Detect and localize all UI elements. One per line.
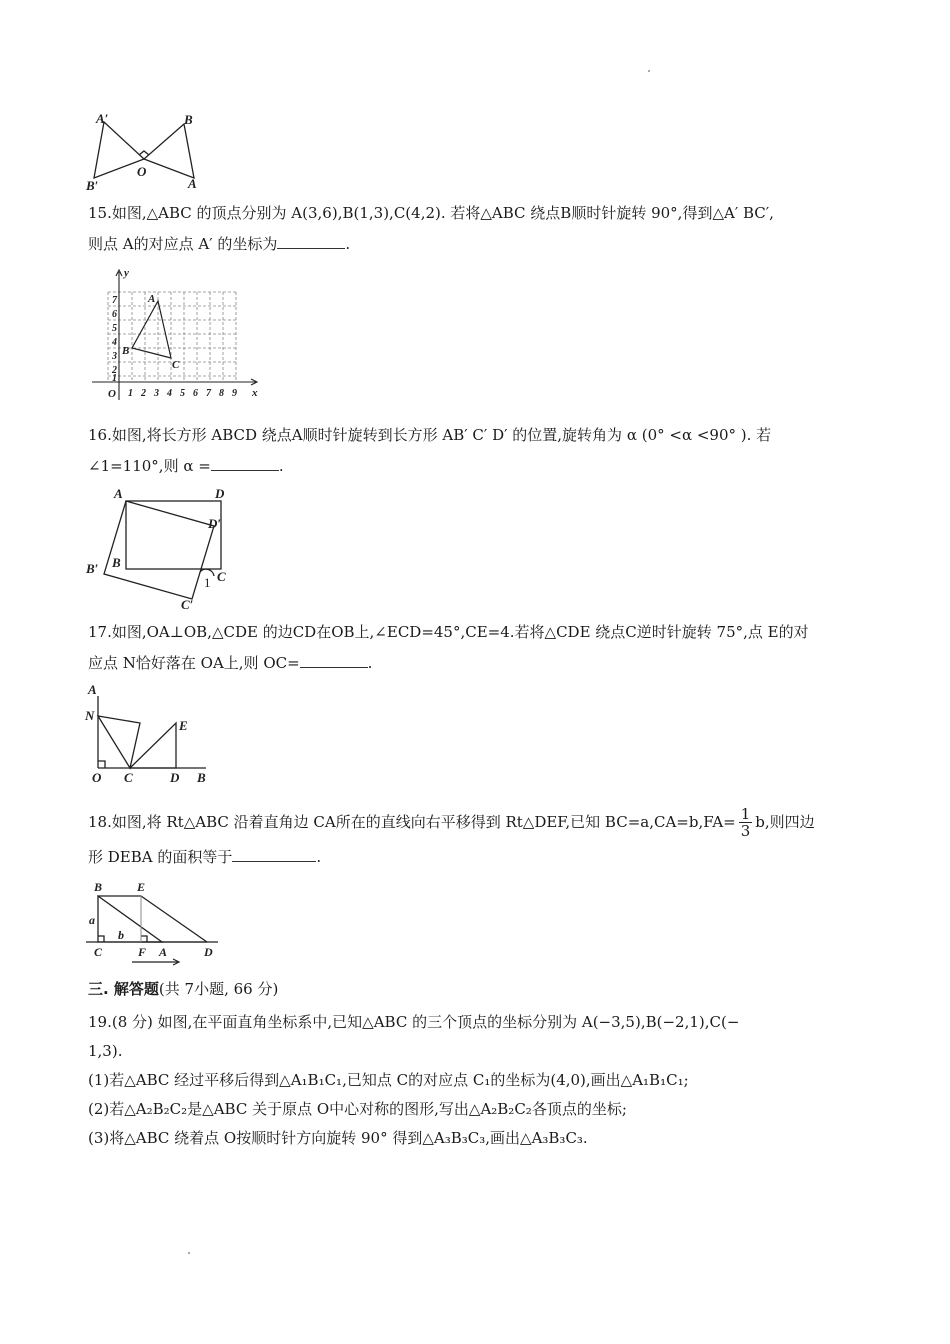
x-tick: 9 xyxy=(232,388,237,399)
q16-line2-text: ∠1=110°,则 α = xyxy=(88,457,211,475)
q15-line2 xyxy=(88,234,868,254)
y-tick: 7 xyxy=(112,295,117,306)
q16-line1: 16.如图,将长方形 ABCD 绕点A顺时针旋转到长方形 AB′ C′ D′ 的位置,旋转角为 α (0° <α <90° ). 若 xyxy=(88,426,772,444)
q15-line2-end: . xyxy=(345,235,351,253)
q15-answer-blank[interactable] xyxy=(277,234,345,249)
question-15 xyxy=(88,203,868,254)
q19-part3: (3)将△ABC 绕着点 O按顺时针方向旋转 90° 得到△A₃B₃C₃,画出△A₃B₃C₃. xyxy=(88,1129,588,1147)
label-c-prime: C′ xyxy=(181,597,194,612)
right-angle-mark xyxy=(139,151,149,155)
label-o: O xyxy=(92,770,102,785)
triangle-cn xyxy=(98,716,140,768)
triangle-abc xyxy=(98,896,162,942)
label-a: A xyxy=(88,682,97,697)
q19-part1: (1)若△ABC 经过平移后得到△A₁B₁C₁,已知点 C的对应点 C₁的坐标为(4,0),画出△A₁B₁C₁; xyxy=(88,1071,689,1089)
triangle-abc xyxy=(132,301,171,358)
label-a-prime: A′ xyxy=(96,112,109,126)
label-d-prime: D′ xyxy=(208,516,222,531)
q18-line2-text: 形 DEBA 的面积等于 xyxy=(88,848,233,866)
x-tick: 3 xyxy=(154,388,159,399)
q18-line1-end: b,则四边 xyxy=(755,813,815,831)
question-18 xyxy=(88,805,878,867)
label-angle-1: 1 xyxy=(204,575,211,590)
q16-line2-end: . xyxy=(278,457,284,475)
question-16 xyxy=(88,425,868,476)
rectangle-ab-prime-c-prime-d-prime xyxy=(104,501,214,599)
label-o: O xyxy=(137,164,147,179)
label-b: B xyxy=(197,770,206,785)
figure-17 xyxy=(84,682,214,786)
origin-label: O xyxy=(108,388,116,400)
label-b-side: b xyxy=(118,928,124,942)
q17-answer-blank[interactable] xyxy=(300,653,368,668)
question-17 xyxy=(88,622,868,673)
y-tick: 5 xyxy=(112,323,117,334)
triangle-aob xyxy=(144,124,194,178)
label-a: A xyxy=(188,176,197,191)
label-a: A xyxy=(159,945,168,959)
rectangle-abcd xyxy=(126,501,221,569)
right-angle-mark-f xyxy=(141,936,147,942)
label-c: C xyxy=(217,569,226,584)
q17-line2-text: 应点 N恰好落在 OA上,则 OC= xyxy=(88,654,300,672)
label-b: B xyxy=(112,555,121,570)
q19-part2: (2)若△A₂B₂C₂是△ABC 关于原点 O中心对称的图形,写出△A₂B₂C₂各顶点的坐标; xyxy=(88,1100,627,1118)
right-angle-mark xyxy=(98,761,105,768)
q16-line2 xyxy=(88,456,868,476)
label-b: B xyxy=(122,345,130,357)
figure-18 xyxy=(84,878,224,970)
x-tick: 6 xyxy=(193,388,198,399)
q15-line2-text: 则点 A的对应点 A′ 的坐标为 xyxy=(88,235,278,253)
q18-line2-end: . xyxy=(316,848,322,866)
q19-line2: 1,3). xyxy=(88,1042,123,1060)
label-d: D xyxy=(204,945,213,959)
label-c: C xyxy=(172,359,180,371)
label-a: A xyxy=(148,293,156,305)
label-b-prime: B′ xyxy=(86,561,99,576)
y-tick: 4 xyxy=(112,337,117,348)
label-c: C xyxy=(94,945,103,959)
section-3-heading xyxy=(88,978,278,999)
x-tick: 7 xyxy=(206,388,211,399)
fraction-denominator: 3 xyxy=(740,821,751,840)
label-c: C xyxy=(124,770,133,785)
q19-line1: 19.(8 分) 如图,在平面直角坐标系中,已知△ABC 的三个顶点的坐标分别为 A(−3,5),B(−2,1),C(− xyxy=(88,1013,740,1031)
x-tick: 5 xyxy=(180,388,185,399)
translation-arrow xyxy=(132,959,179,965)
x-tick: 2 xyxy=(141,388,146,399)
label-n: N xyxy=(85,708,95,723)
x-tick: 4 xyxy=(167,388,172,399)
y-tick: 2 xyxy=(112,365,117,376)
q17-line2 xyxy=(88,653,868,673)
y-tick: 6 xyxy=(112,309,117,320)
q16-answer-blank[interactable] xyxy=(211,456,279,471)
q15-line1: 15.如图,△ABC 的顶点分别为 A(3,6),B(1,3),C(4,2). 若将△ABC 绕点B顺时针旋转 90°,得到△A′ BC′, xyxy=(88,204,774,222)
y-tick: 1 xyxy=(112,373,117,384)
q18-line1 xyxy=(88,805,878,839)
label-d: D xyxy=(170,770,180,785)
question-19 xyxy=(88,1012,878,1148)
figure-14 xyxy=(84,112,214,192)
y-tick: 3 xyxy=(112,351,117,362)
label-a: A xyxy=(114,486,123,501)
figure-15 xyxy=(84,266,264,400)
label-b: B xyxy=(94,880,103,894)
section-3-info: (共 7小题, 66 分) xyxy=(158,980,279,998)
q18-line1-text: 18.如图,将 Rt△ABC 沿着直角边 CA所在的直线向右平移得到 Rt△DEF,已知 BC=a,CA=b,FA= xyxy=(88,813,736,831)
fraction-one-third xyxy=(739,806,753,839)
fraction-numerator: 1 xyxy=(740,804,751,823)
q18-line2 xyxy=(88,847,878,867)
axis-label-y: y xyxy=(124,267,129,279)
triangle-cde xyxy=(130,723,176,768)
figure-16 xyxy=(84,484,244,614)
label-d: D xyxy=(215,486,225,501)
scan-dot xyxy=(648,70,650,72)
label-a-side: a xyxy=(89,913,95,927)
scan-dot xyxy=(188,1252,190,1254)
label-b: B xyxy=(184,112,193,127)
axis-label-x: x xyxy=(252,387,258,399)
right-angle-mark-c xyxy=(98,936,104,942)
label-f: F xyxy=(138,945,147,959)
section-3-title: 三. 解答题 xyxy=(88,980,159,998)
q18-answer-blank[interactable] xyxy=(232,847,316,862)
x-tick: 8 xyxy=(219,388,224,399)
q17-line2-end: . xyxy=(367,654,373,672)
x-tick: 1 xyxy=(128,388,133,399)
label-e: E xyxy=(137,880,146,894)
segment-ed xyxy=(141,896,207,942)
q17-line1: 17.如图,OA⊥OB,△CDE 的边CD在OB上,∠ECD=45°,CE=4.若将△CDE 绕点C逆时针旋转 75°,点 E的对 xyxy=(88,623,809,641)
label-b-prime: B′ xyxy=(86,178,99,192)
label-e: E xyxy=(179,718,188,733)
